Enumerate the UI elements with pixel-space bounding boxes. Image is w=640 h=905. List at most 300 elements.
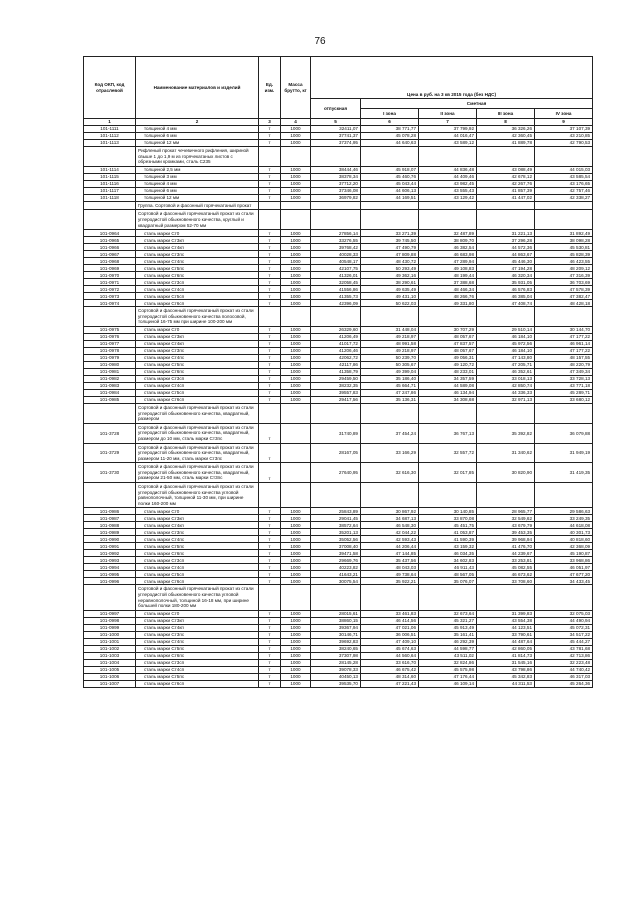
cell-price: 41 889,78 bbox=[477, 140, 535, 147]
cell-unit: т bbox=[259, 361, 281, 368]
cell-unit: т bbox=[259, 354, 281, 361]
col-number: 5 bbox=[311, 119, 361, 126]
col-number: 1 bbox=[84, 119, 136, 126]
cell-mass bbox=[281, 585, 311, 610]
cell-price: 45 289,71 bbox=[535, 389, 593, 396]
cell-price: 50 622,03 bbox=[361, 300, 419, 307]
cell-price: 34 308,68 bbox=[419, 396, 477, 403]
cell-name: сталь марки Ст0 bbox=[136, 610, 259, 617]
cell-mass: 1000 bbox=[281, 382, 311, 389]
cell-code: 101-0992 bbox=[84, 550, 136, 557]
cell-mass: 1000 bbox=[281, 354, 311, 361]
cell-mass: 1000 bbox=[281, 272, 311, 279]
cell-price: 46 382,54 bbox=[419, 244, 477, 251]
cell-code: 101-1006 bbox=[84, 673, 136, 680]
cell-price: 40223,82 bbox=[311, 564, 361, 571]
cell-code: 101-1005 bbox=[84, 666, 136, 673]
section-heading-row bbox=[84, 483, 593, 508]
cell-price bbox=[361, 403, 419, 423]
cell-unit: т bbox=[259, 258, 281, 265]
table-row bbox=[84, 522, 593, 529]
cell-mass: 1000 bbox=[281, 578, 311, 585]
table-row bbox=[84, 543, 593, 550]
col-number: 2 bbox=[136, 119, 259, 126]
cell-unit: т bbox=[259, 368, 281, 375]
cell-price: 46 961,14 bbox=[535, 340, 593, 347]
cell-price: 46 414,56 bbox=[361, 617, 419, 624]
cell-price: 33 708,60 bbox=[477, 578, 535, 585]
cell-price: 30 820,90 bbox=[477, 463, 535, 483]
cell-name: толщиной 12 мм bbox=[136, 194, 259, 201]
section-heading-row bbox=[84, 210, 593, 230]
cell-name: Сортовой и фасонный горячекатаный прокат из стали углеродистой обыкновенного качества, квадратный, размером 11-20 мм, сталь марки Ст3пс bbox=[136, 443, 259, 463]
cell-price: 47 176,44 bbox=[419, 673, 477, 680]
cell-price bbox=[361, 585, 419, 610]
cell-name: сталь марки Ст4сп bbox=[136, 564, 259, 571]
cell-mass: 1000 bbox=[281, 286, 311, 293]
cell-price: 46 673,62 bbox=[477, 571, 535, 578]
cell-mass: 1000 bbox=[281, 279, 311, 286]
cell-price: 46 423,55 bbox=[535, 258, 593, 265]
cell-price: 45 530,81 bbox=[535, 244, 593, 251]
cell-price: 32 971,13 bbox=[477, 396, 535, 403]
cell-unit: т bbox=[259, 187, 281, 194]
cell-price: 37 296,28 bbox=[477, 237, 535, 244]
cell-unit: т bbox=[259, 347, 281, 354]
cell-price: 32 487,89 bbox=[419, 230, 477, 237]
cell-price: 28015,61 bbox=[311, 610, 361, 617]
col-number: 7 bbox=[419, 119, 477, 126]
cell-price: 46 051,97 bbox=[535, 564, 593, 571]
cell-price: 46 034,35 bbox=[419, 550, 477, 557]
cell-mass: 1000 bbox=[281, 237, 311, 244]
cell-unit: т bbox=[259, 194, 281, 201]
cell-price: 46 317,03 bbox=[535, 673, 593, 680]
cell-price: 44 490,94 bbox=[535, 617, 593, 624]
cell-price: 46 292,39 bbox=[419, 638, 477, 645]
cell-unit: т bbox=[259, 272, 281, 279]
header-name: Наименование материалов и изделий bbox=[136, 57, 259, 119]
cell-price bbox=[477, 210, 535, 230]
cell-name: Рифленый прокат чечевичного рифления, шириной свыше 1 до 1,9 м из горячекатаных листов с обрезными кромками, сталь С235 bbox=[136, 147, 259, 167]
cell-unit: т bbox=[259, 133, 281, 140]
cell-price: 35 136,31 bbox=[361, 396, 419, 403]
cell-price bbox=[535, 201, 593, 210]
cell-unit: т bbox=[259, 423, 281, 443]
cell-code: 101-0984 bbox=[84, 389, 136, 396]
cell-price bbox=[419, 210, 477, 230]
cell-price: 40028,33 bbox=[311, 251, 361, 258]
cell-code: 101-0983 bbox=[84, 382, 136, 389]
cell-price: 46 385,04 bbox=[477, 293, 535, 300]
cell-price bbox=[535, 483, 593, 508]
column-number-row bbox=[84, 119, 593, 126]
cell-mass: 1000 bbox=[281, 126, 311, 133]
cell-mass: 1000 bbox=[281, 652, 311, 659]
cell-price: 48 043,03 bbox=[361, 564, 419, 571]
header-zone-4: IV зона bbox=[535, 109, 593, 119]
table-row bbox=[84, 126, 593, 133]
cell-code: 101-1000 bbox=[84, 631, 136, 638]
cell-price: 36 326,26 bbox=[477, 126, 535, 133]
cell-price: 49 431,10 bbox=[361, 293, 419, 300]
table-row bbox=[84, 578, 593, 585]
cell-price: 37374,95 bbox=[311, 140, 361, 147]
cell-price: 49 399,04 bbox=[361, 368, 419, 375]
cell-price: 39535,70 bbox=[311, 680, 361, 687]
cell-price: 49 218,97 bbox=[361, 347, 419, 354]
cell-name: толщиной 4 мм bbox=[136, 180, 259, 187]
cell-unit: т bbox=[259, 659, 281, 666]
cell-price: 44 589,08 bbox=[419, 382, 477, 389]
cell-price: 37008,40 bbox=[311, 543, 361, 550]
cell-price: 39 453,35 bbox=[477, 529, 535, 536]
cell-price: 45 451,75 bbox=[419, 522, 477, 529]
cell-code: 101-1001 bbox=[84, 638, 136, 645]
table-row bbox=[84, 333, 593, 340]
cell-price bbox=[477, 201, 535, 210]
cell-price bbox=[535, 585, 593, 610]
cell-price: 48 314,60 bbox=[361, 673, 419, 680]
cell-price: 31 892,49 bbox=[535, 230, 593, 237]
cell-price: 50 305,67 bbox=[361, 361, 419, 368]
cell-unit: т bbox=[259, 286, 281, 293]
cell-price: 48 266,76 bbox=[419, 293, 477, 300]
cell-code: 101-0980 bbox=[84, 361, 136, 368]
cell-price: 31740,89 bbox=[311, 423, 361, 443]
cell-price: 46 134,94 bbox=[419, 389, 477, 396]
cell-price: 42062,72 bbox=[311, 354, 361, 361]
cell-price: 48 428,18 bbox=[535, 300, 593, 307]
cell-price: 48 430,72 bbox=[361, 258, 419, 265]
cell-mass: 1000 bbox=[281, 361, 311, 368]
cell-unit: т bbox=[259, 230, 281, 237]
cell-price: 39557,83 bbox=[311, 389, 361, 396]
cell-price: 42 360,45 bbox=[477, 133, 535, 140]
cell-name: сталь марки Ст3кп bbox=[136, 515, 259, 522]
cell-price: 41326,01 bbox=[311, 272, 361, 279]
cell-price: 32411,07 bbox=[311, 126, 361, 133]
cell-mass: 1000 bbox=[281, 166, 311, 173]
table-row bbox=[84, 166, 593, 173]
cell-price: 46 109,14 bbox=[419, 680, 477, 687]
cell-name: сталь марки Ст0 bbox=[136, 326, 259, 333]
cell-price bbox=[311, 201, 361, 210]
cell-price: 43 589,12 bbox=[419, 140, 477, 147]
cell-mass: 1000 bbox=[281, 673, 311, 680]
cell-price: 46 911,43 bbox=[419, 564, 477, 571]
cell-price: 48 991,58 bbox=[361, 340, 419, 347]
cell-code: 101-0972 bbox=[84, 286, 136, 293]
cell-price: 48 466,34 bbox=[419, 286, 477, 293]
cell-mass: 1000 bbox=[281, 368, 311, 375]
cell-price: 28167,05 bbox=[311, 443, 361, 463]
cell-price: 35 931,05 bbox=[477, 279, 535, 286]
cell-unit bbox=[259, 201, 281, 210]
cell-price: 47 247,86 bbox=[361, 389, 419, 396]
cell-code: 101-0995 bbox=[84, 571, 136, 578]
col-number: 6 bbox=[361, 119, 419, 126]
cell-price bbox=[361, 210, 419, 230]
cell-unit: т bbox=[259, 673, 281, 680]
cell-price: 47 409,10 bbox=[361, 638, 419, 645]
cell-name: Сортовой и фасонный горячекатаный прокат из стали углеродистой обыкновенного качества, квадратный, размером bbox=[136, 403, 259, 423]
cell-price bbox=[419, 585, 477, 610]
cell-price: 32058,45 bbox=[311, 279, 361, 286]
cell-price: 46 320,34 bbox=[477, 272, 535, 279]
cell-price: 48 057,67 bbox=[419, 347, 477, 354]
cell-price bbox=[535, 210, 593, 230]
cell-price: 45 072,31 bbox=[535, 624, 593, 631]
cell-name: сталь марки Ст3сп bbox=[136, 659, 259, 666]
cell-code: 101-3730 bbox=[84, 463, 136, 483]
cell-price: 44 572,36 bbox=[477, 244, 535, 251]
cell-price: 27856,14 bbox=[311, 230, 361, 237]
cell-name: Группа. Сортовой и фасонный горячекатаный прокат bbox=[136, 201, 259, 210]
cell-name: сталь марки Ст6сп bbox=[136, 300, 259, 307]
cell-code: 101-0993 bbox=[84, 557, 136, 564]
cell-mass: 1000 bbox=[281, 347, 311, 354]
cell-code bbox=[84, 307, 136, 327]
table-row bbox=[84, 666, 593, 673]
cell-price: 34 357,59 bbox=[419, 375, 477, 382]
cell-price bbox=[477, 585, 535, 610]
cell-unit bbox=[259, 210, 281, 230]
cell-unit: т bbox=[259, 382, 281, 389]
cell-mass: 1000 bbox=[281, 173, 311, 180]
cell-price: 32 017,85 bbox=[419, 463, 477, 483]
table-row bbox=[84, 237, 593, 244]
cell-price: 38 098,28 bbox=[535, 237, 593, 244]
cell-unit: т bbox=[259, 389, 281, 396]
cell-code: 101-0969 bbox=[84, 265, 136, 272]
table-row bbox=[84, 638, 593, 645]
cell-price: 33 968,86 bbox=[535, 557, 593, 564]
cell-price: 37712,20 bbox=[311, 180, 361, 187]
table-row bbox=[84, 368, 593, 375]
cell-name: сталь марки Ст4пс bbox=[136, 354, 259, 361]
cell-unit: т bbox=[259, 180, 281, 187]
cell-price: 35 922,21 bbox=[361, 578, 419, 585]
cell-price: 42107,75 bbox=[311, 265, 361, 272]
cell-name: сталь марки Ст5сп bbox=[136, 389, 259, 396]
cell-price: 47 349,34 bbox=[535, 368, 593, 375]
cell-mass: 1000 bbox=[281, 557, 311, 564]
cell-unit: т bbox=[259, 173, 281, 180]
cell-price: 47 408,74 bbox=[477, 300, 535, 307]
cell-price: 47 289,94 bbox=[419, 258, 477, 265]
cell-price bbox=[311, 210, 361, 230]
table-row bbox=[84, 258, 593, 265]
cell-mass bbox=[281, 463, 311, 483]
cell-price: 44 618,08 bbox=[535, 522, 593, 529]
cell-price: 42 267,76 bbox=[477, 180, 535, 187]
cell-price: 42 044,22 bbox=[361, 529, 419, 536]
table-row bbox=[84, 645, 593, 652]
cell-mass: 1000 bbox=[281, 571, 311, 578]
table-row bbox=[84, 617, 593, 624]
cell-price: 43 798,86 bbox=[477, 666, 535, 673]
cell-price: 38240,65 bbox=[311, 645, 361, 652]
table-row bbox=[84, 673, 593, 680]
cell-name: сталь марки Ст5пс bbox=[136, 645, 259, 652]
cell-code: 101-0988 bbox=[84, 522, 136, 529]
cell-code: 101-0989 bbox=[84, 529, 136, 536]
cell-price: 44 863,67 bbox=[477, 251, 535, 258]
cell-price: 34 602,83 bbox=[419, 557, 477, 564]
cell-price: 47 144,85 bbox=[361, 550, 419, 557]
section-heading-row bbox=[84, 307, 593, 327]
cell-name: сталь марки Ст3пс bbox=[136, 529, 259, 536]
cell-code: 101-0974 bbox=[84, 300, 136, 307]
cell-code: 101-0971 bbox=[84, 279, 136, 286]
cell-price: 37 454,24 bbox=[361, 423, 419, 443]
table-row bbox=[84, 423, 593, 443]
cell-price bbox=[419, 201, 477, 210]
table-row bbox=[84, 396, 593, 403]
cell-code bbox=[84, 403, 136, 423]
cell-mass: 1000 bbox=[281, 265, 311, 272]
cell-name: сталь марки Ст4пс bbox=[136, 536, 259, 543]
cell-code: 101-0967 bbox=[84, 251, 136, 258]
table-row bbox=[84, 244, 593, 251]
cell-unit: т bbox=[259, 645, 281, 652]
cell-price: 44 206,44 bbox=[361, 543, 419, 550]
table-row bbox=[84, 631, 593, 638]
table-row bbox=[84, 286, 593, 293]
cell-name: Сортовой и фасонный горячекатаный прокат из стали углеродистой обыкновенного качества полосовой, толщиной 16-75 мм при ширине 100-200 мм bbox=[136, 307, 259, 327]
cell-mass: 1000 bbox=[281, 610, 311, 617]
cell-name: сталь марки Ст3кп bbox=[136, 617, 259, 624]
cell-price bbox=[477, 403, 535, 423]
cell-price bbox=[419, 483, 477, 508]
cell-name: сталь марки Ст3кп bbox=[136, 333, 259, 340]
cell-price bbox=[361, 307, 419, 327]
cell-price: 29459,50 bbox=[311, 375, 361, 382]
cell-price: 46 184,10 bbox=[477, 347, 535, 354]
cell-name: Сортовой и фасонный горячекатаный прокат из стали углеродистой обыкновенного качества, круглый и квадратный размером 52-70 мм bbox=[136, 210, 259, 230]
cell-price bbox=[477, 307, 535, 327]
cell-price: 45 460,76 bbox=[361, 173, 419, 180]
cell-price: 44 740,42 bbox=[535, 666, 593, 673]
cell-price: 39 968,94 bbox=[477, 536, 535, 543]
cell-code: 101-0964 bbox=[84, 230, 136, 237]
cell-price: 41 814,73 bbox=[477, 652, 535, 659]
cell-mass: 1000 bbox=[281, 300, 311, 307]
cell-price: 47 677,20 bbox=[535, 571, 593, 578]
cell-price: 49 218,97 bbox=[361, 333, 419, 340]
cell-price: 34 433,45 bbox=[535, 578, 593, 585]
cell-price: 44 409,46 bbox=[419, 173, 477, 180]
header-unit: Ед. изм. bbox=[259, 57, 281, 119]
cell-price: 47 837,57 bbox=[419, 340, 477, 347]
cell-price: 33 790,61 bbox=[477, 631, 535, 638]
cell-mass: 1000 bbox=[281, 389, 311, 396]
cell-price: 31 949,19 bbox=[535, 443, 593, 463]
cell-price: 30 140,85 bbox=[419, 508, 477, 515]
cell-price: 44 015,03 bbox=[535, 166, 593, 173]
cell-price: 49 056,31 bbox=[419, 354, 477, 361]
cell-price: 28145,28 bbox=[311, 659, 361, 666]
cell-mass: 1000 bbox=[281, 293, 311, 300]
cell-price: 45 446,30 bbox=[477, 258, 535, 265]
cell-price: 43 210,85 bbox=[535, 133, 593, 140]
table-row bbox=[84, 536, 593, 543]
cell-mass: 1000 bbox=[281, 244, 311, 251]
cell-price: 45 264,36 bbox=[535, 680, 593, 687]
cell-price: 33 271,39 bbox=[361, 230, 419, 237]
cell-mass bbox=[281, 147, 311, 167]
cell-price: 31 221,13 bbox=[477, 230, 535, 237]
cell-price: 39078,33 bbox=[311, 666, 361, 673]
cell-code: 101-0985 bbox=[84, 396, 136, 403]
cell-price: 32 824,86 bbox=[419, 659, 477, 666]
cell-unit bbox=[259, 403, 281, 423]
cell-price: 40548,17 bbox=[311, 258, 361, 265]
cell-code: 101-0966 bbox=[84, 244, 136, 251]
cell-name: Сортовой и фасонный горячекатаный прокат из стали углеродистой обыкновенного качества угловой равнополочный, толщиной 11-30 мм, при ширине полки 160-200 мм bbox=[136, 483, 259, 508]
cell-price: 38232,35 bbox=[311, 382, 361, 389]
col-number: 3 bbox=[259, 119, 281, 126]
cell-code: 101-0970 bbox=[84, 272, 136, 279]
cell-price: 34 517,22 bbox=[535, 631, 593, 638]
cell-price: 43 159,32 bbox=[419, 543, 477, 550]
section-heading-row bbox=[84, 147, 593, 167]
cell-price: 36 006,51 bbox=[361, 631, 419, 638]
cell-name: Сортовой и фасонный горячекатаный прокат из стали углеродистой обыкновенного качества угловой неравнополочный, толщиной 16-18 мм, при ширине большей полки 180-200 мм bbox=[136, 585, 259, 610]
cell-price: 43 679,79 bbox=[477, 522, 535, 529]
cell-price: 35 161,41 bbox=[419, 631, 477, 638]
cell-name: сталь марки Ст4сп bbox=[136, 666, 259, 673]
cell-code: 101-1003 bbox=[84, 652, 136, 659]
cell-unit: т bbox=[259, 340, 281, 347]
cell-price: 31 399,83 bbox=[477, 610, 535, 617]
cell-mass: 1000 bbox=[281, 522, 311, 529]
cell-code: 101-0998 bbox=[84, 617, 136, 624]
table-body bbox=[84, 126, 593, 688]
cell-price: 43 982,45 bbox=[419, 180, 477, 187]
col-number: 9 bbox=[535, 119, 593, 126]
cell-unit: т bbox=[259, 564, 281, 571]
section-heading-row bbox=[84, 201, 593, 210]
cell-price: 34 687,13 bbox=[361, 515, 419, 522]
cell-price: 38572,64 bbox=[311, 522, 361, 529]
cell-price: 41206,46 bbox=[311, 347, 361, 354]
cell-unit: т bbox=[259, 543, 281, 550]
cell-price: 46 184,10 bbox=[477, 333, 535, 340]
cell-price: 32 616,30 bbox=[361, 463, 419, 483]
cell-price: 38 809,70 bbox=[419, 237, 477, 244]
table-row bbox=[84, 187, 593, 194]
cell-price: 31 419,35 bbox=[535, 463, 593, 483]
cell-price: 47 490,79 bbox=[361, 244, 419, 251]
cell-unit: т bbox=[259, 244, 281, 251]
cell-price: 35 076,07 bbox=[419, 578, 477, 585]
cell-price: 43 176,65 bbox=[535, 180, 593, 187]
table-row bbox=[84, 279, 593, 286]
cell-price: 45 444,27 bbox=[535, 638, 593, 645]
cell-price: 30146,71 bbox=[311, 631, 361, 638]
cell-code bbox=[84, 483, 136, 508]
cell-mass: 1000 bbox=[281, 340, 311, 347]
header-mass: Масса брутто, кг bbox=[281, 57, 311, 119]
cell-code: 101-0981 bbox=[84, 368, 136, 375]
cell-name: толщиной 6 мм bbox=[136, 187, 259, 194]
table-row bbox=[84, 571, 593, 578]
table-row bbox=[84, 659, 593, 666]
cell-unit: т bbox=[259, 624, 281, 631]
cell-name: сталь марки Ст6пс bbox=[136, 368, 259, 375]
